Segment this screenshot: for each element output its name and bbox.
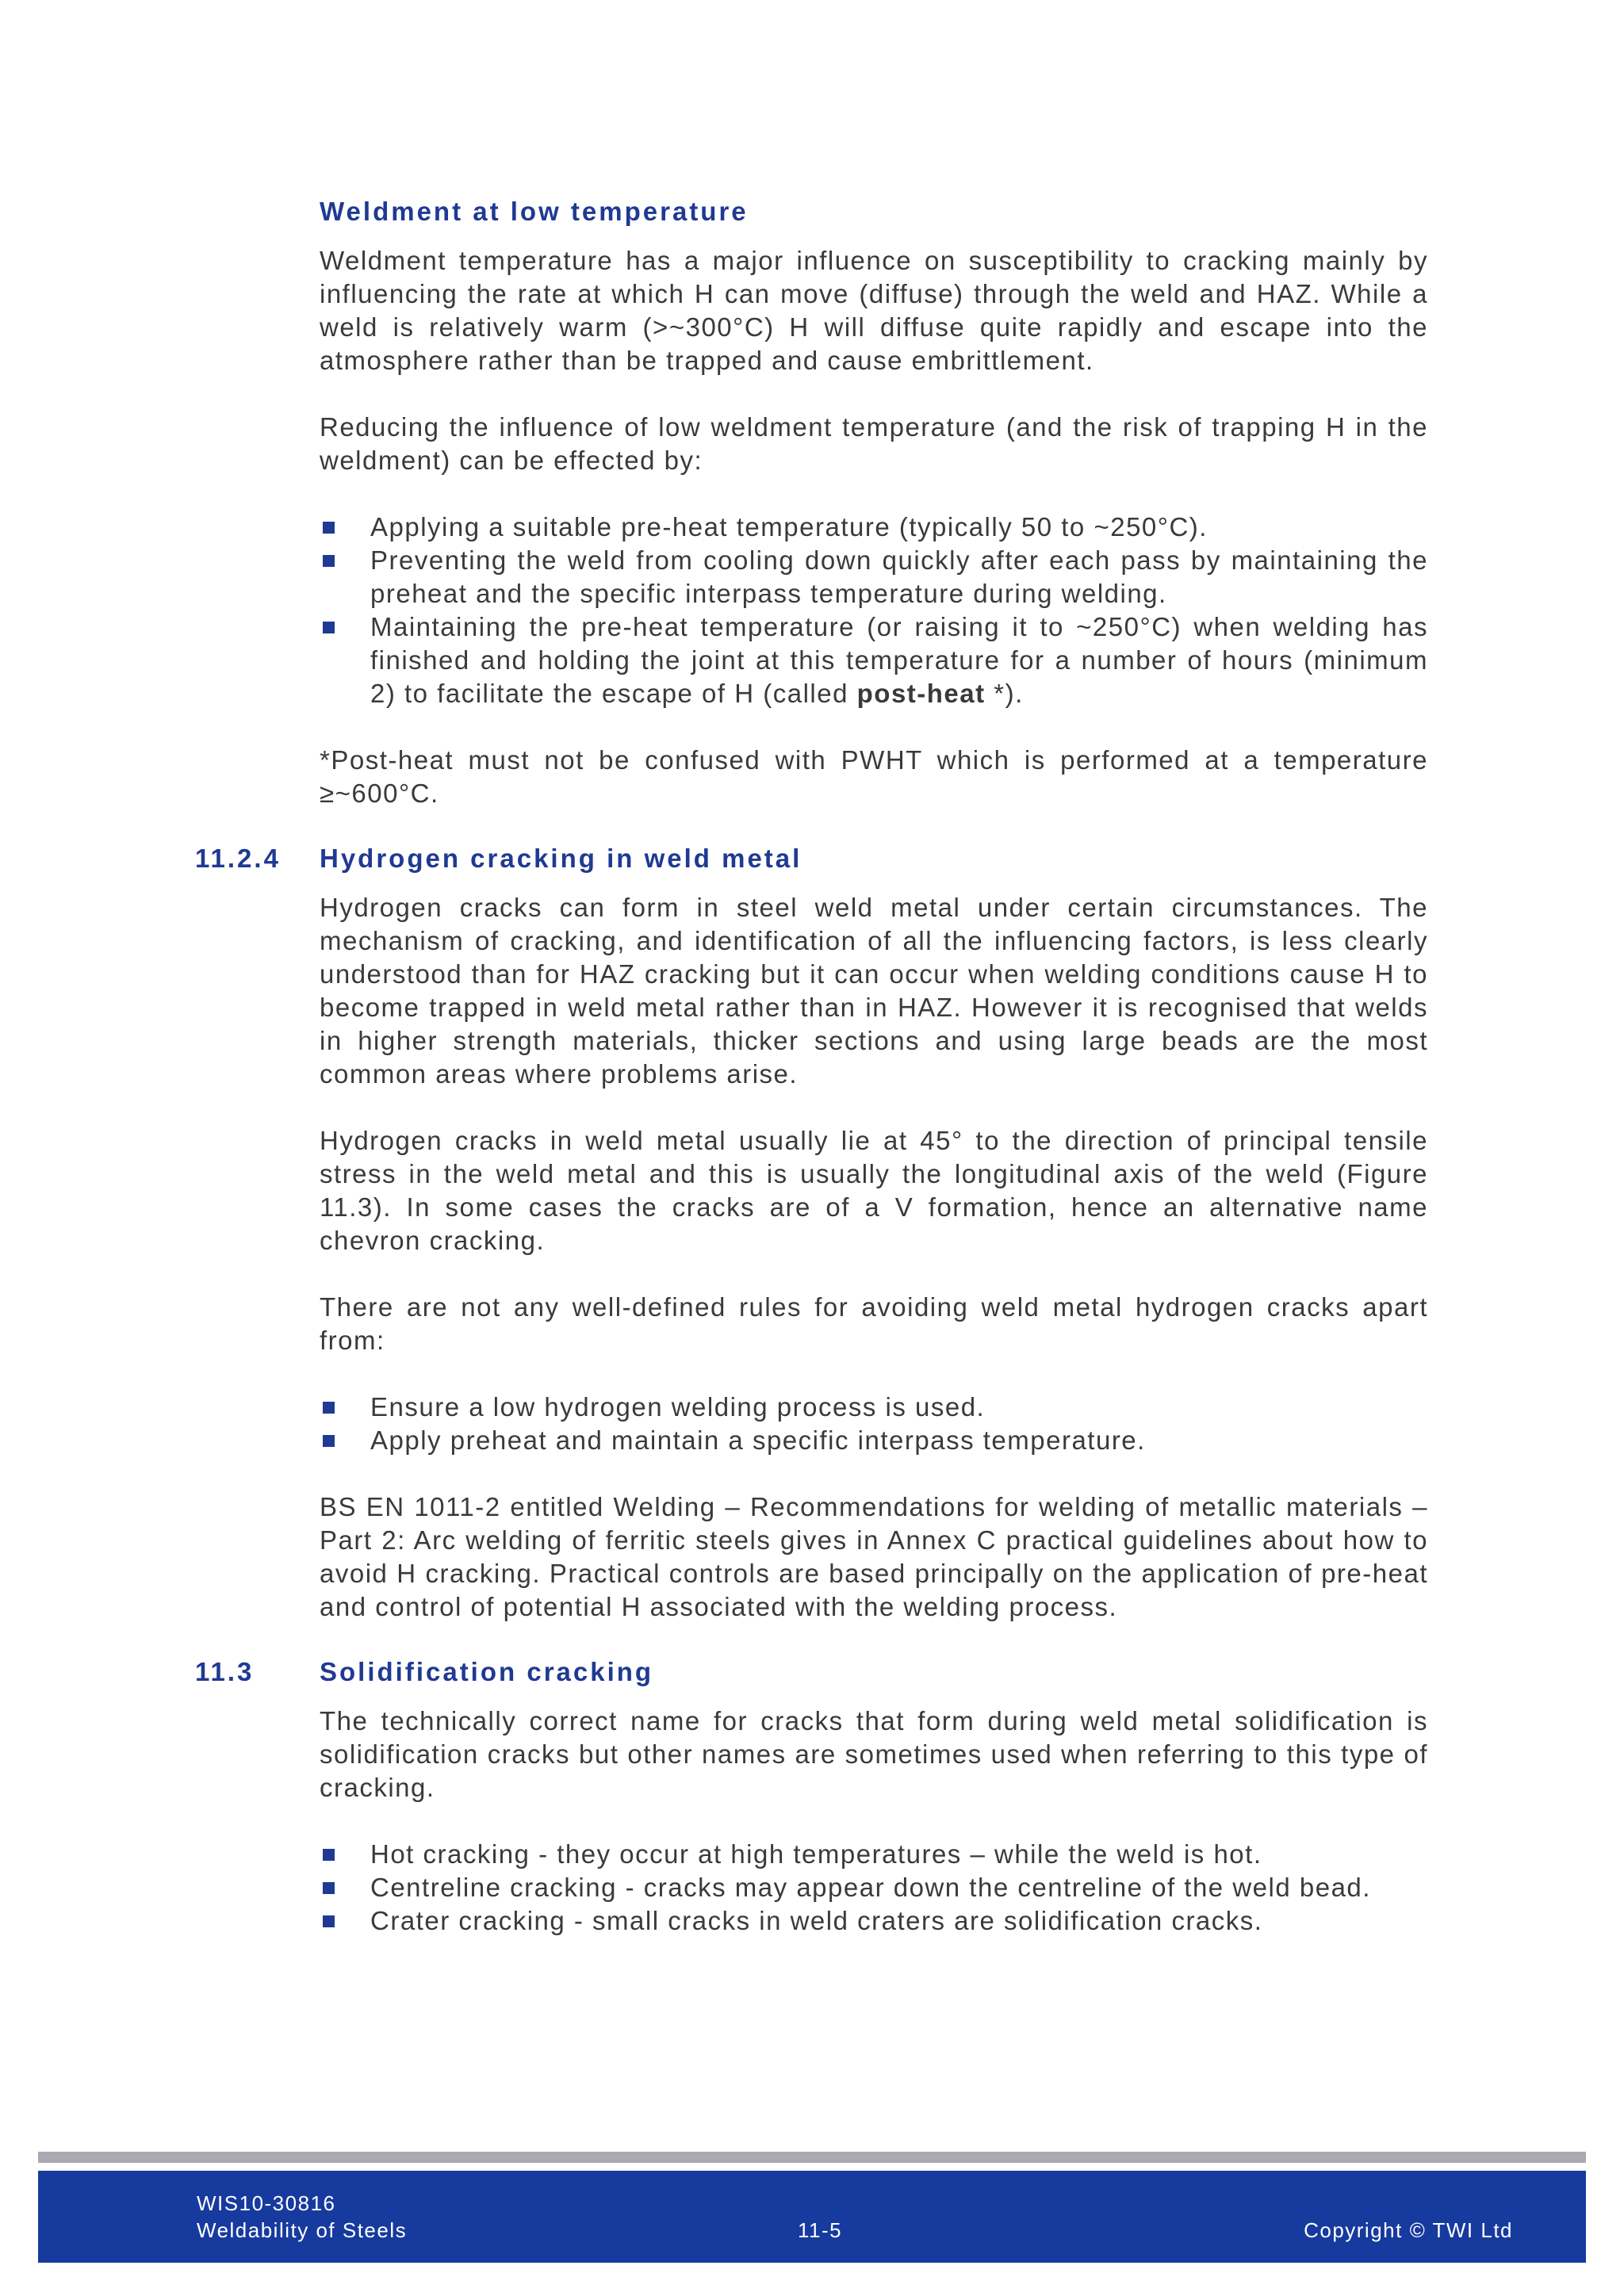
bullet-square-icon: [323, 622, 335, 633]
section-number: 11.3: [195, 1657, 255, 1686]
bullet-list: [320, 511, 1428, 710]
footer-separator: [38, 2152, 1586, 2163]
footer-doc-title: Weldability of Steels: [197, 2218, 408, 2242]
list-item: Preventing the weld from cooling down quickly after each pass by maintaining the preheat and the specific interpass temperature during welding.: [320, 544, 1428, 610]
paragraph: BS EN 1011-2 entitled Welding – Recommendations for welding of metallic materials – Part 2: Arc welding of ferritic steels gives in Annex C practical guidelines about how to avoid H cracking. Practical controls are based principally on the application of pre-heat and control of potential H associated with the welding process.: [320, 1492, 1428, 1621]
paragraph: Hydrogen cracks in weld metal usually lie at 45° to the direction of principal tensile stress in the weld metal and this is usually the longitudinal axis of the weld (Figure 11.3). In some cases the cracks are of a V formation, hence an alternative name chevron cracking.: [320, 1126, 1428, 1255]
bullet-square-icon: [323, 555, 335, 567]
bullet-square-icon: [323, 1435, 335, 1447]
list-item: Hot cracking - they occur at high temperatures – while the weld is hot.: [320, 1838, 1428, 1871]
bullet-square-icon: [323, 1402, 335, 1414]
page-content: [195, 197, 1428, 1938]
paragraph: There are not any well-defined rules for avoiding weld metal hydrogen cracks apart from:: [320, 1292, 1428, 1355]
footer-page-number: 11-5: [798, 2218, 843, 2242]
bullet-square-icon: [323, 1849, 335, 1861]
section-title: Solidification cracking: [320, 1657, 654, 1686]
paragraph: Weldment temperature has a major influence on susceptibility to cracking mainly by influencing the rate at which H can move (diffuse) through the weld and HAZ. While a weld is relatively warm (>~300°C) H will diffuse quite rapidly and escape into the atmosphere rather than be trapped and cause embrittlement.: [320, 246, 1428, 375]
footer-doc-id: WIS10-30816: [197, 2191, 336, 2215]
section-heading-1124: [195, 844, 1428, 874]
footnote: *Post-heat must not be confused with PWHT which is performed at a temperature ≥~600°C.: [320, 745, 1428, 808]
paragraph: Hydrogen cracks can form in steel weld metal under certain circumstances. The mechanism of cracking, and identification of all the influencing factors, is less clearly understood than for HAZ cracking but it can occur when welding conditions cause H to become trapped in weld metal rather than in HAZ. However it is recognised that welds in higher strength materials, thicker sections and using large beads are the most common areas where problems arise.: [320, 893, 1428, 1089]
list-item: Applying a suitable pre-heat temperature (typically 50 to ~250°C).: [320, 511, 1428, 544]
bullet-list: [320, 1838, 1428, 1938]
bold-term: post-heat: [856, 679, 986, 708]
section-title: Hydrogen cracking in weld metal: [320, 844, 802, 873]
section-heading-113: [195, 1657, 1428, 1687]
bullet-square-icon: [323, 1915, 335, 1927]
section-number: 11.2.4: [195, 844, 281, 873]
page-footer: [38, 2171, 1586, 2263]
list-item: Crater cracking - small cracks in weld craters are solidification cracks.: [320, 1904, 1428, 1938]
list-item: Maintaining the pre-heat temperature (or raising it to ~250°C) when welding has finished and holding the joint at this temperature for a number of hours (minimum 2) to facilitate the escape of H (called post-heat *).: [320, 610, 1428, 710]
bullet-list: [320, 1391, 1428, 1457]
paragraph: Reducing the influence of low weldment temperature (and the risk of trapping H in the weldment) can be effected by:: [320, 412, 1428, 475]
list-item: Apply preheat and maintain a specific interpass temperature.: [320, 1424, 1428, 1457]
bullet-square-icon: [323, 522, 335, 534]
list-item: Ensure a low hydrogen welding process is used.: [320, 1391, 1428, 1424]
list-item: Centreline cracking - cracks may appear down the centreline of the weld bead.: [320, 1871, 1428, 1904]
footer-copyright: Copyright © TWI Ltd: [1304, 2218, 1513, 2242]
bullet-square-icon: [323, 1882, 335, 1894]
paragraph: The technically correct name for cracks that form during weld metal solidification is solidification cracks but other names are sometimes used when referring to this type of cracking.: [320, 1706, 1428, 1802]
heading-low-temperature: Weldment at low temperature: [320, 197, 749, 226]
